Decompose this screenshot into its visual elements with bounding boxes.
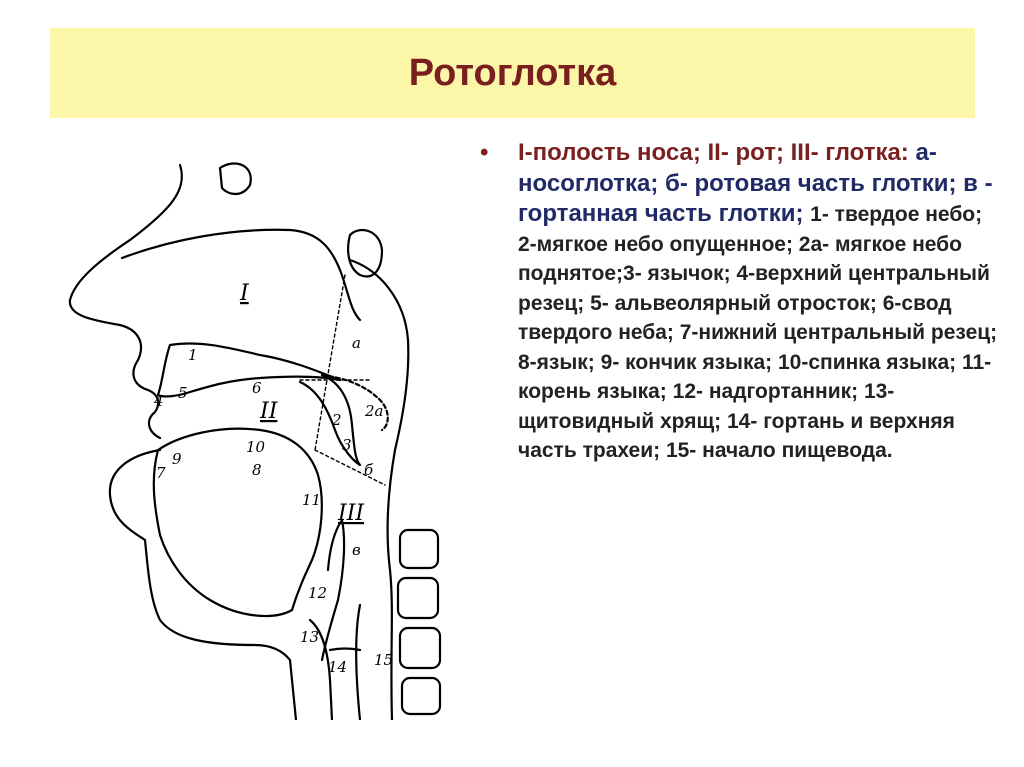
label-13: 13: [300, 628, 320, 646]
label-roman-1: I: [240, 281, 249, 306]
anatomy-diagram: [60, 150, 460, 720]
numbered-legend-text: 1- твердое небо; 2-мягкое небо опущенное; 2а- мягкое небо поднятое;3- язычок; 4-верхний центральный резец; 5- альвеолярный отросток; 6-свод твердого неба; 7-нижний центральный резец; 8-язык; 9- кончик языка; 10-спинка языка; 11-корень языка; 12- надгортанник; 13-щитовидный хрящ; 14- гортань и верхняя часть трахеи; 15- начало пищевода.: [518, 203, 998, 462]
clivus: [348, 230, 382, 276]
label-11: 11: [302, 491, 322, 509]
pharynx-sagittal-section: [60, 150, 460, 720]
regions-text: I-полость носа; II- рот; III- глотка:: [518, 139, 916, 166]
label-6: 6: [252, 379, 262, 397]
label-2: 2: [332, 411, 342, 429]
label-10: 10: [246, 438, 266, 456]
label-b: б: [364, 461, 374, 479]
slide-title: Ротоглотка: [408, 51, 617, 94]
vertebra-4: [402, 678, 440, 714]
label-3: 3: [342, 436, 352, 454]
pharynx-parts-text: а- носоглотка; б- ротовая часть глотки; в - гортанная часть глотки;: [518, 139, 993, 227]
title-banner: [50, 28, 975, 118]
bullet-marker: •: [480, 139, 489, 166]
chin-outline: [110, 450, 296, 720]
label-5: 5: [178, 384, 188, 402]
label-2a: 2а: [365, 402, 384, 420]
label-v: в: [352, 541, 361, 559]
sphenoid: [220, 163, 251, 194]
label-9: 9: [172, 450, 182, 468]
label-4: 4: [154, 392, 164, 410]
label-roman-2: II: [260, 399, 278, 424]
vertebra-2: [398, 578, 438, 618]
label-15: 15: [374, 651, 394, 669]
nasal-cavity: [122, 230, 360, 320]
label-12: 12: [308, 584, 328, 602]
description-paragraph: [518, 138, 1002, 466]
label-14: 14: [328, 658, 348, 676]
label-7: 7: [156, 464, 166, 482]
vertebra-3: [400, 628, 440, 668]
label-1: 1: [188, 346, 198, 364]
label-a: а: [352, 334, 361, 352]
vertebra-1: [400, 530, 438, 568]
description-block: [482, 138, 1002, 466]
label-8: 8: [252, 461, 262, 479]
label-roman-3: III: [338, 501, 365, 526]
